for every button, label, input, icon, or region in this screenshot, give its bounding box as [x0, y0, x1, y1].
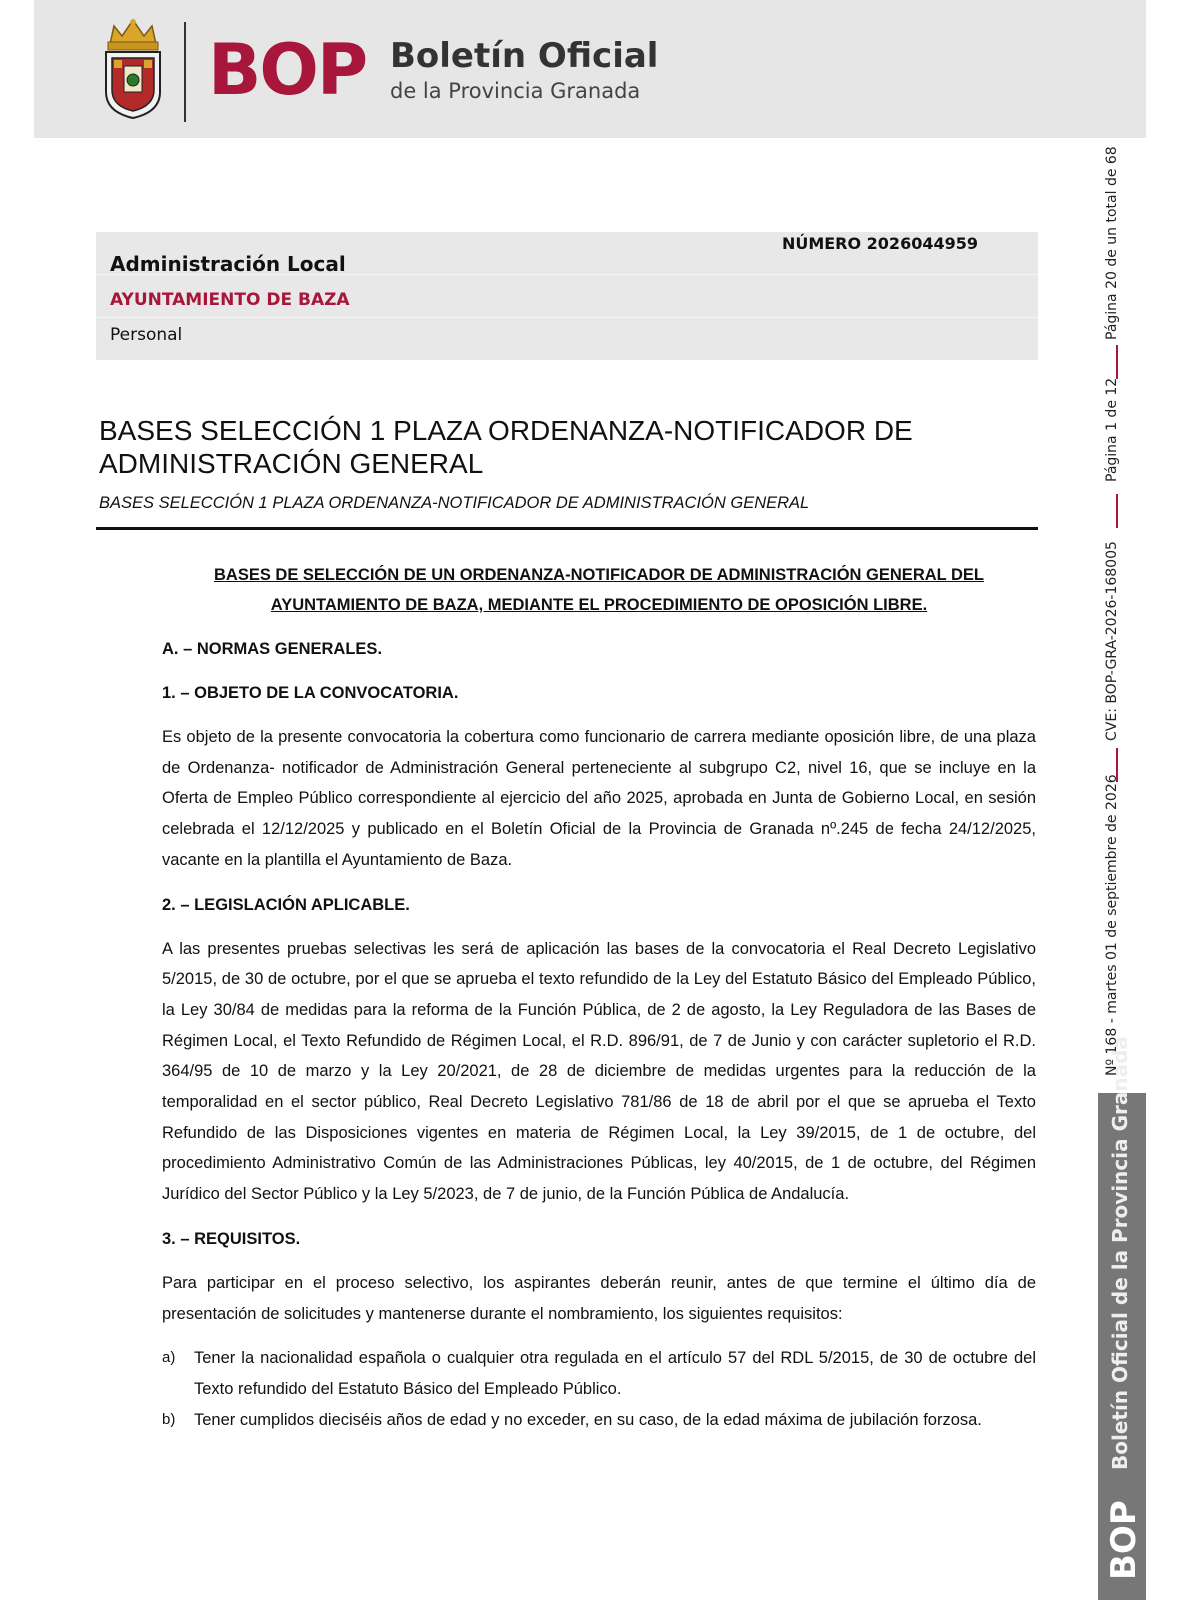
administration-box — [96, 232, 1038, 360]
section-heading-2: 2. – LEGISLACIÓN APLICABLE. — [162, 895, 410, 914]
brand-title: Boletín Oficial — [390, 36, 659, 76]
logo-divider — [184, 22, 186, 122]
requirements-list — [162, 1343, 1036, 1435]
brand-subtitle: de la Provincia Granada — [390, 79, 641, 103]
list-item — [162, 1405, 1036, 1436]
sidebar-separator — [1116, 345, 1118, 379]
box-rule — [96, 317, 1038, 318]
list-item-text: Tener la nacionalidad española o cualquier otra regulada en el artículo 57 del RDL 5/2015, de 30 de octubre del Texto refundido del Estatuto Básico del Empleado Público. — [194, 1349, 1036, 1398]
main-heading: BASES DE SELECCIÓN DE UN ORDENANZA-NOTIFICADOR DE ADMINISTRACIÓN GENERAL DEL AYUNTAMIENTO DE BAZA, MEDIANTE EL PROCEDIMIENTO DE OPOSICIÓN LIBRE. — [213, 566, 985, 614]
section-heading-1: 1. – OBJETO DE LA CONVOCATORIA. — [162, 684, 459, 702]
sidebar-separator — [1116, 494, 1118, 528]
title-rule — [96, 527, 1038, 530]
list-marker: b) — [162, 1410, 176, 1428]
paragraph-legislacion: A las presentes pruebas selectivas les será de aplicación las bases de la convocatoria el Real Decreto Legislativo 5/2015, de 30 de octubre, por el que se aprueba el texto refundido de la Ley del Estatuto Básico del Empleado Público, la Ley 30/84 de medidas para la reforma de la Función Pública, de 2 de agosto, la Ley Reguladora de las Bases de Régimen Local, el Texto Refundido de Régimen Local, el R.D. 896/91, de 7 de Junio y con carácter supletorio el R.D. 364/95 de 10 de marzo y la Ley 20/2021, de 28 de diciembre de medidas urgentes para la reducción de la temporalidad en el sector público, Real Decreto Legislativo 781/86 de 18 de abril por el que se aprueba el Texto Refundido de las Disposiciones vigentes en materia de Régimen Local, la Ley 39/2015, de 1 de octubre, del procedimiento Administrativo Común de las Administraciones Públicas, ley 40/2015, de 1 de octubre, del Régimen Jurídico del Sector Público y la Ley 5/2023, de 7 de junio, de la Función Pública de Andalucía. — [162, 939, 1036, 1204]
entity-name: AYUNTAMIENTO DE BAZA — [110, 290, 350, 310]
list-item — [162, 1343, 1036, 1404]
document-body — [162, 560, 1036, 1435]
sidebar-cve: CVE: BOP-GRA-2026-168005 — [1104, 541, 1120, 741]
paragraph-requisitos: Para participar en el proceso selectivo, los aspirantes deberán reunir, antes de que termine el último día de presentación de solicitudes y mantenerse durante el nombramiento, los siguientes requisitos: — [162, 1273, 1036, 1323]
sidebar-page-of: Página 1 de 12 — [1104, 377, 1120, 482]
section-heading-a: A. – NORMAS GENERALES. — [162, 640, 383, 658]
list-item-text: Tener cumplidos dieciséis años de edad y no exceder, en su caso, de la edad máxima de jubilación forzosa. — [194, 1410, 982, 1429]
section-name: Personal — [110, 325, 183, 345]
paragraph-objeto: Es objeto de la presente convocatoria la cobertura como funcionario de carrera mediante oposición libre, de una plaza de Ordenanza- notificador de Administración General perteneciente al subgrupo C2, nivel 16, que se incluye en la Oferta de Empleo Público correspondiente al ejercicio del año 2025, aprobada en Junta de Gobierno Local, en sesión celebrada el 12/12/2025 y publicado en el Boletín Oficial de la Provincia de Granada nº.245 de fecha 24/12/2025, vacante en la plantilla el Ayuntamiento de Baza. — [162, 728, 1036, 869]
list-marker: a) — [162, 1349, 176, 1367]
sidebar-brand-text: Boletín Oficial de la Provincia Granada — [1108, 1036, 1132, 1470]
coat-of-arms-logo — [100, 14, 166, 122]
section-heading-3: 3. – REQUISITOS. — [162, 1229, 301, 1248]
sidebar-issue: Nº 168 - martes 01 de septiembre de 2026 — [1104, 774, 1120, 1076]
administration-title: Administración Local — [110, 252, 346, 276]
document-title: BASES SELECCIÓN 1 PLAZA ORDENANZA-NOTIFICADOR DE ADMINISTRACIÓN GENERAL — [99, 415, 913, 479]
document-subtitle: BASES SELECCIÓN 1 PLAZA ORDENANZA-NOTIFICADOR DE ADMINISTRACIÓN GENERAL — [99, 494, 810, 512]
sidebar-bop-logo: BOP — [1104, 1500, 1144, 1580]
bop-logo-text: BOP — [208, 29, 367, 111]
document-number: NÚMERO 2026044959 — [781, 234, 978, 253]
sidebar-page-total: Página 20 de un total de 68 — [1104, 146, 1120, 340]
